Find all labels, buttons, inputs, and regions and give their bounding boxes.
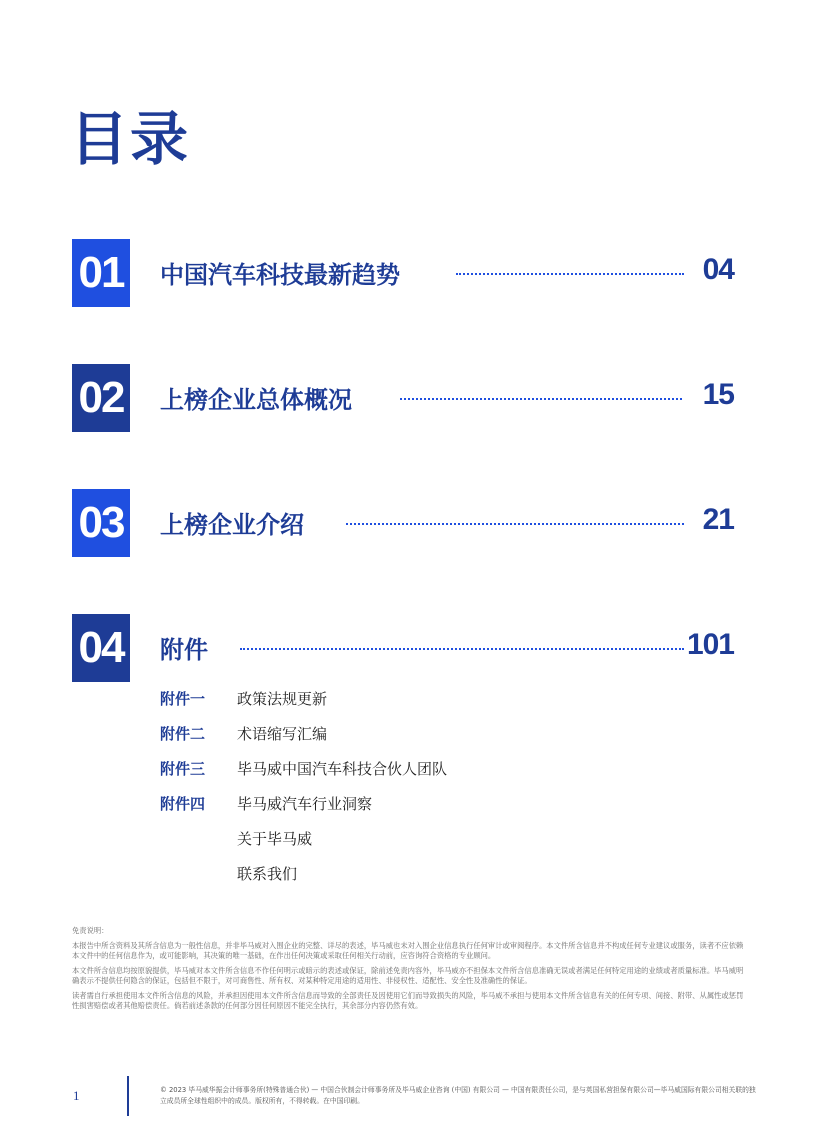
footer-divider (127, 1076, 129, 1116)
section-title[interactable]: 上榜企业总体概况 (160, 386, 352, 414)
section-title[interactable]: 上榜企业介绍 (160, 511, 304, 539)
toc-section-04[interactable] (0, 614, 816, 684)
appendix-text: 毕马威汽车行业洞察 (237, 795, 373, 813)
section-number: 01 (72, 239, 130, 307)
section-title[interactable]: 附件 (160, 636, 208, 664)
toc-section-03[interactable] (0, 489, 816, 559)
dot-leader (240, 648, 684, 650)
toc-section-01[interactable] (0, 239, 816, 309)
section-number: 04 (72, 614, 130, 682)
disclaimer-heading: 免责说明： (72, 926, 109, 935)
appendix-label: 附件一 (160, 690, 206, 708)
disclaimer (72, 926, 744, 1016)
appendix-text: 术语缩写汇编 (237, 725, 328, 743)
section-page-number: 04 (702, 253, 734, 286)
appendix-text: 联系我们 (237, 865, 298, 883)
dot-leader (400, 398, 682, 400)
appendix-text: 政策法规更新 (237, 690, 328, 708)
section-page-number: 101 (686, 628, 734, 661)
page-title: 目录 (70, 105, 191, 173)
appendix-label: 附件三 (160, 760, 206, 778)
section-page-number: 21 (702, 503, 734, 536)
appendix-text: 毕马威中国汽车科技合伙人团队 (237, 760, 448, 778)
dot-leader (346, 523, 684, 525)
disclaimer-paragraph: 读者需自行承担使用本文件所含信息的风险，并承担因使用本文件所含信息而导致的全部责任及因使用它们而导致损失的风险，毕马威不承担与使用本文件所含信息有关的任何专项、间接、附带、从属性或惩罚性损害赔偿或者其他赔偿责任。倘若前述条款的任何部分因任何原因不能完全执行，其余部分内容仍然有效。 (72, 990, 744, 1010)
appendix-text: 关于毕马威 (237, 830, 313, 848)
toc-section-02[interactable] (0, 364, 816, 434)
dot-leader (456, 273, 684, 275)
section-number: 03 (72, 489, 130, 557)
appendix-label: 附件四 (160, 795, 206, 813)
footer-copyright: © 2023 毕马威华振会计师事务所(特殊普通合伙) — 中国合伙制会计师事务所及毕马威企业咨询 (中国) 有限公司 — 中国有限责任公司，是与英国私营担保有限公司—毕马威国际有限公司相关联的独立成员所全球性组织中的成员。版权所有，不得转载。在中国印刷。 (160, 1086, 756, 1105)
appendix-label: 附件二 (160, 725, 206, 743)
section-title[interactable]: 中国汽车科技最新趋势 (160, 261, 400, 289)
footer-page-number: 1 (73, 1088, 80, 1103)
disclaimer-paragraph: 本报告中所含资料及其所含信息为一般性信息，并非毕马威对入围企业的完整、详尽的表述，毕马威也未对入围企业信息执行任何审计或审阅程序。本文件所含信息并不构成任何专业建议或服务，读者不应依赖本文件中的任何信息作为，或可能影响，其决策的唯一基础，在作出任何决策或采取任何相关行动前，应咨询符合资格的专业顾问。 (72, 940, 744, 960)
section-page-number: 15 (702, 378, 734, 411)
section-number: 02 (72, 364, 130, 432)
disclaimer-paragraph: 本文件所含信息均按原貌提供，毕马威对本文件所含信息不作任何明示或暗示的表述或保证，除前述免责内容外，毕马威亦不担保本文件所含信息准确无误或者满足任何特定用途的业绩或者质量标准。毕马威明确表示不提供任何隐含的保证，包括但不限于，对可商售性、所有权、对某种特定用途的适用性、非侵权性、适配性、安全性及准确性的保证。 (72, 965, 744, 985)
